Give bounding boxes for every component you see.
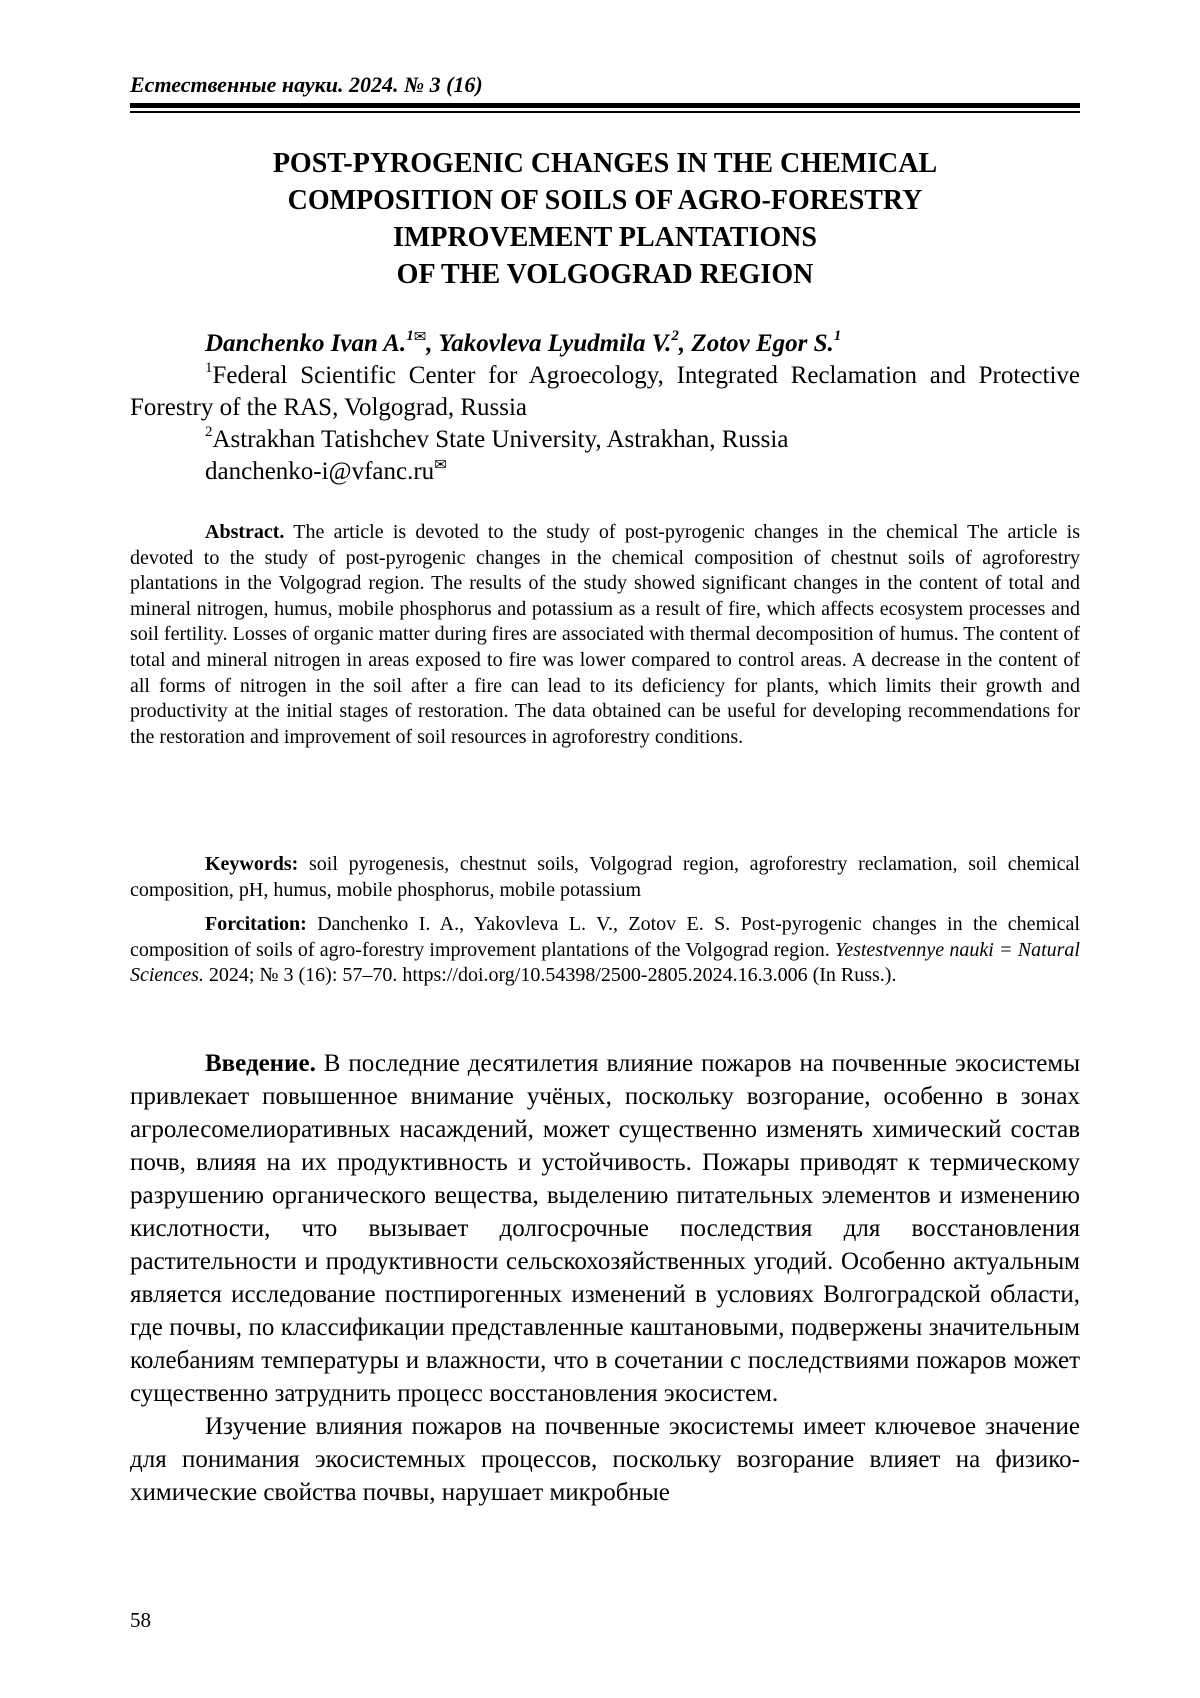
title-line: IMPROVEMENT PLANTATIONS <box>393 222 817 253</box>
affil-text: Astrakhan Tatishchev State University, Astrakhan, Russia <box>212 426 789 453</box>
envelope-icon: ✉ <box>434 457 447 474</box>
author-name: , Yakovleva Lyudmila V. <box>426 330 672 357</box>
affil-sup: 2 <box>205 423 213 440</box>
abstract-label: Abstract. <box>205 521 285 543</box>
section-label: Введение. <box>205 1050 316 1077</box>
author-list <box>205 327 1080 358</box>
author-affil-sup: 1 <box>406 327 414 344</box>
author-affil-sup: 2 <box>671 327 679 344</box>
email-link[interactable]: danchenko-i@vfanc.ru <box>205 458 435 485</box>
author-affil-sup: 1 <box>833 327 842 344</box>
citation-label: Forcitation: <box>205 913 307 935</box>
paragraph-text: Изучение влияния пожаров на почвенные экосистемы имеет ключевое значение для понимания экосистемных процессов, поскольку возгорание влияет на физико-химические свойства почвы, нарушает микробные <box>130 1413 1080 1506</box>
paragraph <box>130 1410 1080 1509</box>
envelope-icon: ✉ <box>413 329 427 346</box>
author-name: , Zotov Egor S. <box>678 330 834 357</box>
title-line: COMPOSITION OF SOILS OF AGRO-FORESTRY <box>287 185 923 216</box>
affiliation-2 <box>205 424 1080 456</box>
abstract <box>130 520 1080 750</box>
keywords <box>130 852 1080 903</box>
main-text <box>130 1047 1080 1509</box>
title-line: POST-PYROGENIC CHANGES IN THE CHEMICAL <box>272 148 938 179</box>
paragraph <box>130 1047 1080 1410</box>
keywords-text: soil pyrogenesis, chestnut soils, Volgograd region, agroforestry reclamation, soil chemical composition, pH, humus, mobile phosphorus, mobile potassium <box>130 853 1080 901</box>
citation-doi[interactable]: 2024; № 3 (16): 57–70. https://doi.org/10.54398/2500-2805.2024.16.3.006 (In Russ.). <box>203 964 897 987</box>
journal-running-head: Естественные науки. 2024. № 3 (16) <box>130 72 483 97</box>
article-title <box>130 145 1080 293</box>
paragraph-text: В последние десятилетия влияние пожаров на почвенные экосистемы привлекает повышенное внимание учёных, поскольку возгорание, особенно в зонах агролесомелиоративных насаждений, может существенно изменять химический состав почв, влияя на их продуктивность и устойчивость. Пожары приводят к термическому разрушению органического вещества, выделению питательных элементов и изменению кислотности, что вызывает долгосрочные последствия для восстановления растительности и продуктивности сельскохозяйственных угодий. Особенно актуальным является исследование постпирогенных изменений в условиях Волгоградской области, где почвы, по классификации представленные каштановыми, подвержены значительным колебаниям температуры и влажности, что в сочетании с последствиями пожаров может существенно затруднить процесс восстановления экосистем. <box>130 1050 1080 1407</box>
title-line: OF THE VOLGOGRAD REGION <box>396 259 814 290</box>
abstract-text: The article is devoted to the study of post-pyrogenic changes in the chemical The article is devoted to the study of post-pyrogenic changes in the chemical composition of chestnut soils of agroforestry plantations in the Volgograd region. The results of the study showed significant changes in the content of total and mineral nitrogen, humus, mobile phosphorus and potassium as a result of fire, which affects ecosystem processes and soil fertility. Losses of organic matter during fires are associated with thermal decomposition of humus. The content of total and mineral nitrogen in areas exposed to fire was lower compared to control areas. A decrease in the content of all forms of nitrogen in the soil after a fire can lead to its deficiency for plants, which limits their growth and productivity at the initial stages of restoration. The data obtained can be useful for developing recommendations for the restoration and improvement of soil resources in agroforestry conditions. <box>130 521 1080 748</box>
citation <box>130 912 1080 989</box>
affil-text: Federal Scientific Center for Agroecology, Integrated Reclamation and Protective Forestry of the RAS, Volgograd, Russia <box>130 362 1080 421</box>
header-rule-thick <box>130 103 1080 108</box>
citation-journal: Yestestvennye nauki = Natural Sciences. <box>130 938 1080 987</box>
page-number: 58 <box>130 1608 151 1632</box>
affil-sup: 1 <box>205 359 213 376</box>
affiliation-1 <box>130 360 1080 424</box>
corresponding-email <box>205 456 1080 488</box>
header-rule-thin <box>130 111 1080 113</box>
citation-text: Danchenko I. A., Yakovleva L. V., Zotov E. S. Post-pyrogenic changes in the chemical composition of soils of agro-forestry improvement plantations of the Volgograd region. <box>130 913 1080 961</box>
keywords-label: Keywords: <box>205 853 299 875</box>
author-name: Danchenko Ivan A. <box>205 330 407 357</box>
